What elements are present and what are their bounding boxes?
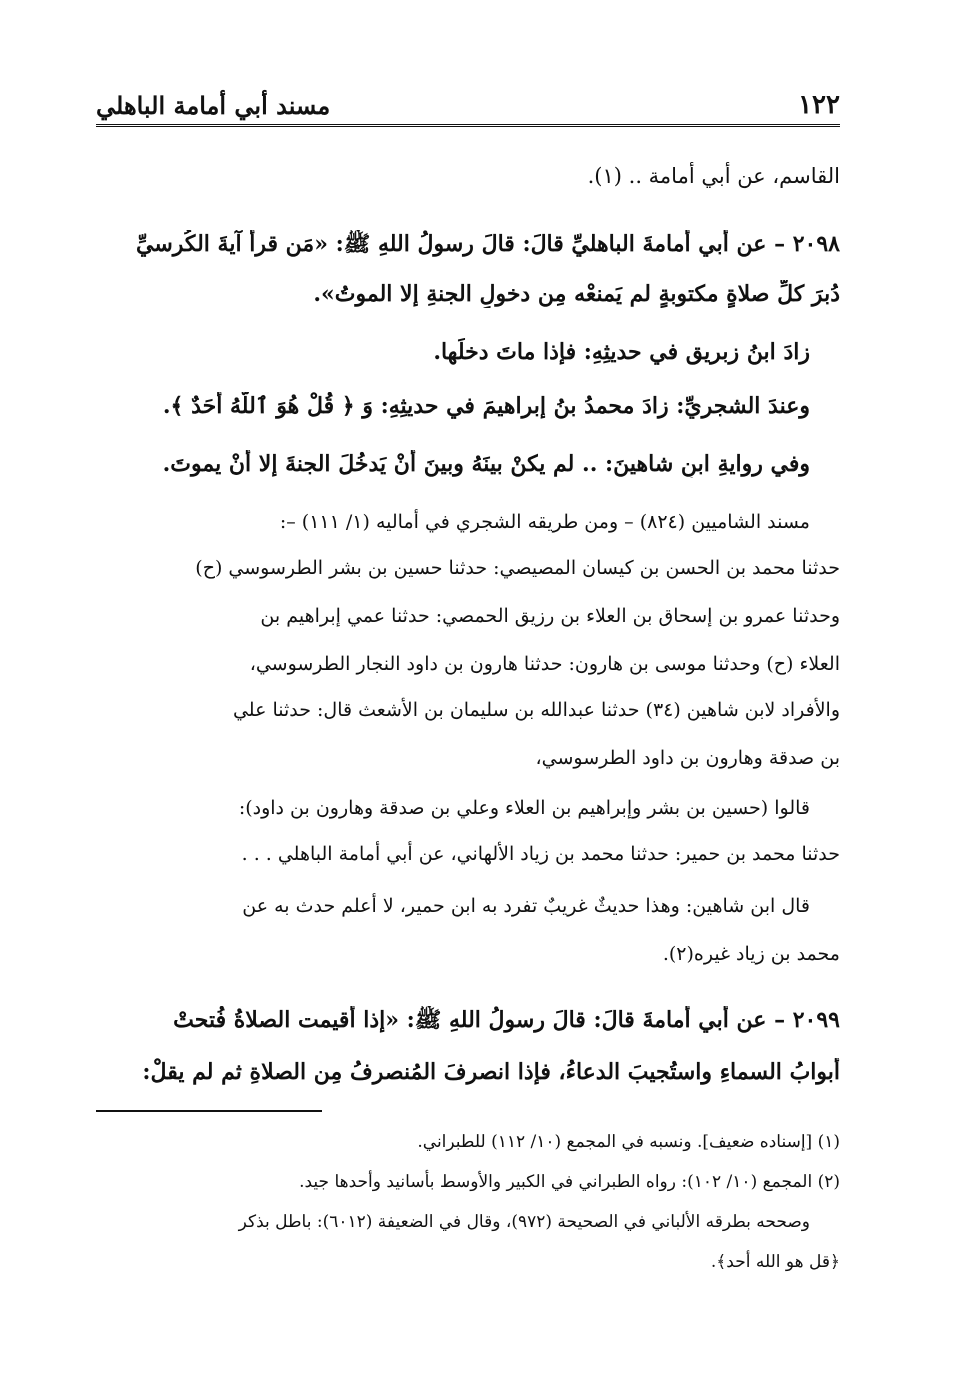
takhrij-line-8: حدثنا محمد بن حمير: حدثنا محمد بن زياد الألهاني، عن أبي أمامة الباهلي . . .	[241, 843, 840, 865]
takhrij-line-9: قال ابن شاهين: وهذا حديثٌ غريبٌ تفرد به ابن حمير، لا أعلم حدث به عن	[242, 895, 810, 917]
book-page	[96, 70, 840, 1272]
takhrij-line-5: والأفراد لابن شاهين (٣٤) حدثنا عبدالله بن سليمان بن الأشعث قال: حدثنا علي	[232, 699, 840, 721]
hadith-2099-line-2: أبوابُ السماءِ واستُجيبَ الدعاءُ، فإذا انصرفَ المُنصرفُ مِن الصلاةِ ثم لم يقلْ:	[142, 1059, 840, 1085]
footnote-2: (٢) المجمع (١٠/ ١٠٢): رواه الطبراني في الكبير والأوسط بأسانيد وأحدها جيد.	[299, 1172, 840, 1192]
footnote-separator	[96, 1110, 840, 1112]
hadith-2098-line-4: وعندَ الشجريِّ: زادَ محمدُ بنُ إبراهيمَ في حديثِهِ: وَ ﴿ قُلْ هُوَ ٱللَّهُ أَحَدٌ ﴾.	[162, 393, 810, 419]
hadith-2098-line-1: ٢٠٩٨ – عن أبي أمامةَ الباهليِّ قالَ: قالَ رسولُ اللهِ ﷺ: «مَن قرأَ آيةَ الكُرسيِّ	[136, 231, 840, 257]
takhrij-line-4: العلاء (ح) وحدثنا موسى بن هارون: حدثنا هارون بن داود النجار الطرسوسي،	[249, 653, 840, 675]
footnote-1: (١) [إسناده ضعيف]. ونسبه في المجمع (١٠/ ١١٢) للطبراني.	[417, 1132, 840, 1152]
hadith-2098-line-5: وفي روايةِ ابنِ شاهينَ: .. لم يكنْ بينَهُ وبينَ أنْ يَدخُلَ الجنةَ إلا أنْ يموتَ.	[162, 451, 810, 477]
hadith-2098-line-3: زادَ ابنُ زبريق في حديثِهِ: فإذا ماتَ دخلَها.	[433, 339, 810, 365]
hadith-2098-line-2: دُبرَ كلِّ صلاةٍ مكتوبةٍ لم يَمنعْه مِن دخولِ الجنةِ إلا الموتُ».	[313, 281, 840, 307]
footnote-2-continued-end: ﴿قل هو الله أحد﴾.	[710, 1252, 840, 1272]
takhrij-line-10: محمد بن زياد غيره(٢).	[662, 943, 840, 965]
footnote-2-continued: وصححه بطرقه الألباني في الصحيحة (٩٧٢)، وقال في الضعيفة (٦٠١٢): باطل بذكر	[238, 1212, 810, 1232]
takhrij-line-3: وحدثنا عمرو بن إسحاق بن العلاء بن رزيق الحمصي: حدثنا عمي إبراهيم بن	[260, 605, 840, 627]
takhrij-line-2: حدثنا محمد بن الحسن بن كيسان المصيصي: حدثنا حسين بن بشر الطرسوسي (ح)	[195, 557, 840, 579]
running-title: مسند أبي أمامة الباهلي	[96, 91, 331, 120]
takhrij-line-7: قالوا (حسين بن بشر وإبراهيم بن العلاء وعلي بن صدقة وهارون بن داود):	[238, 797, 810, 819]
intro-line: القاسم، عن أبي أمامة .. (١).	[587, 164, 840, 188]
takhrij-line-1: مسند الشاميين (٨٢٤) – ومن طريقه الشجري في أماليه (١/ ١١١) –:	[279, 511, 810, 533]
page-header	[96, 70, 840, 127]
page-number: ١٢٢	[798, 90, 840, 120]
hadith-2099-line-1: ٢٠٩٩ – عن أبي أمامةَ قالَ: قالَ رسولُ اللهِ ﷺ: «إذا أُقيمت الصلاةُ فُتحتْ	[173, 1007, 840, 1033]
takhrij-line-6: بن صدقة وهارون بن داود الطرسوسي،	[535, 747, 840, 769]
